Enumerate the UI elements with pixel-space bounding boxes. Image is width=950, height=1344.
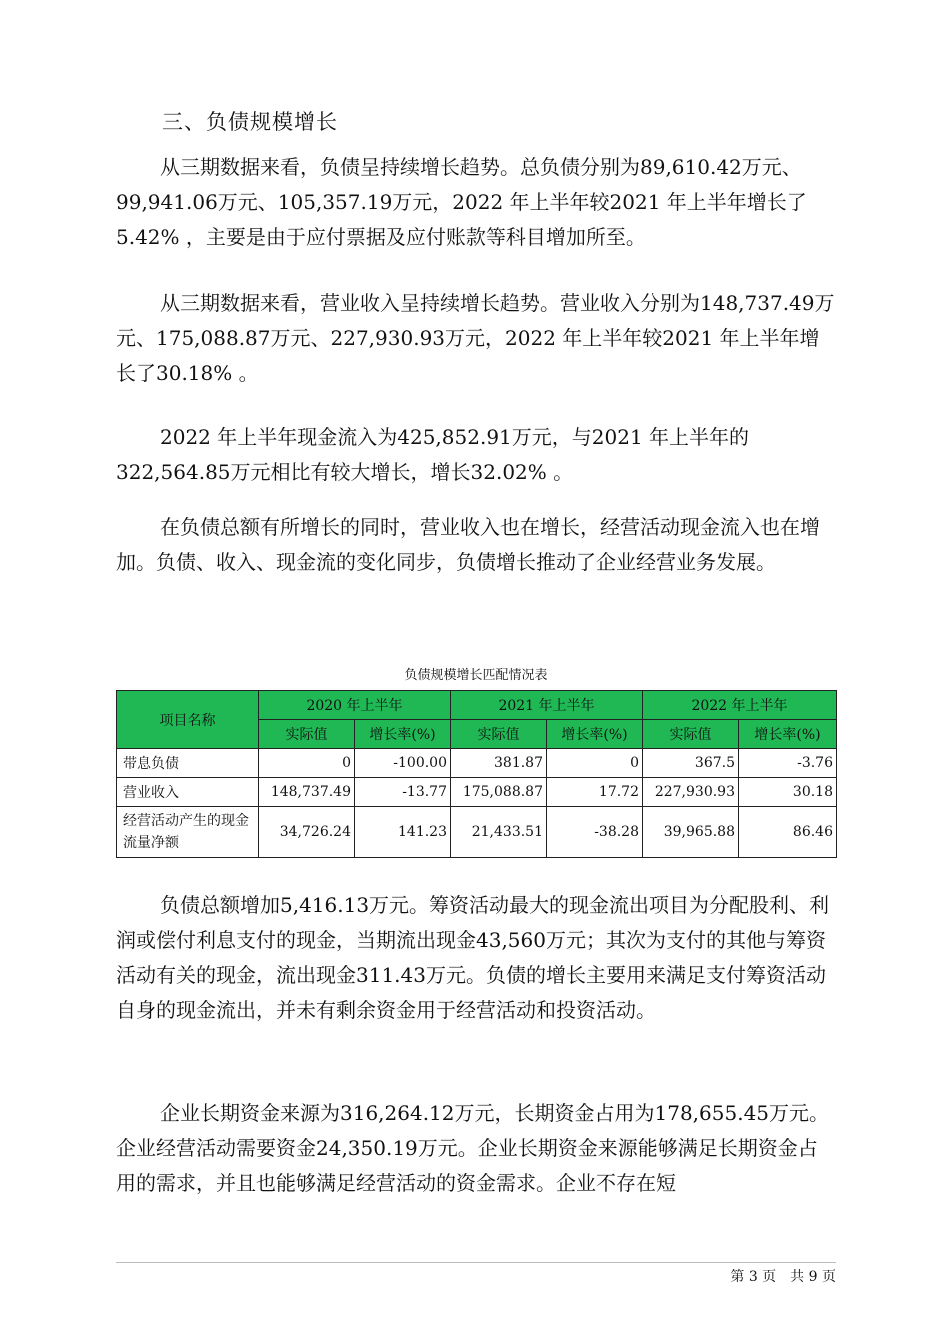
header-period-2021: 2021 年上半年 [451, 691, 643, 720]
table-header-row [117, 691, 837, 720]
subheader-growth: 增长率(%) [739, 720, 837, 749]
table-row [117, 807, 837, 858]
subheader-growth: 增长率(%) [355, 720, 451, 749]
subheader-actual: 实际值 [643, 720, 739, 749]
row-name: 经营活动产生的现金流量净额 [117, 807, 259, 858]
paragraph-sync-summary: 在负债总额有所增长的同时，营业收入也在增长，经营活动现金流入也在增加。负债、收入、现金流的变化同步，负债增长推动了企业经营业务发展。 [116, 515, 820, 574]
header-item-name: 项目名称 [117, 691, 259, 749]
cell-value: 30.18 [739, 778, 837, 807]
cell-value: 0 [259, 749, 355, 778]
cell-value: 21,433.51 [451, 807, 547, 858]
table-caption: 负债规模增长匹配情况表 [404, 668, 548, 683]
cell-value: 34,726.24 [259, 807, 355, 858]
cell-value: 148,737.49 [259, 778, 355, 807]
subheader-growth: 增长率(%) [547, 720, 643, 749]
paragraph-liability-trend: 从三期数据来看，负债呈持续增长趋势。总负债分别为89,610.42万元、99,941.06万元、105,357.19万元，2022 年上半年较2021 年上半年增长了5.42% ，主要是由于应付票据及应付账款等科目增加所至。 [116, 155, 807, 249]
subheader-actual: 实际值 [451, 720, 547, 749]
cell-value: 86.46 [739, 807, 837, 858]
row-name: 营业收入 [117, 778, 259, 807]
header-period-2022: 2022 年上半年 [643, 691, 837, 720]
paragraph-financing-outflow: 负债总额增加5,416.13万元。筹资活动最大的现金流出项目为分配股利、利润或偿付利息支付的现金，当期流出现金43,560万元；其次为支付的其他与筹资活动有关的现金，流出现金311.43万元。负债的增长主要用来满足支付筹资活动自身的现金流出，并未有剩余资金用于经营活动和投资活动。 [116, 893, 830, 1022]
row-name: 带息负债 [117, 749, 259, 778]
cell-value: 39,965.88 [643, 807, 739, 858]
paragraph-long-term-funds: 企业长期资金来源为316,264.12万元，长期资金占用为178,655.45万元。企业经营活动需要资金24,350.19万元。企业长期资金来源能够满足长期资金占用的需求，并且也能够满足经营活动的资金需求。企业不存在短 [116, 1101, 830, 1195]
table-row [117, 778, 837, 807]
cell-value: -3.76 [739, 749, 837, 778]
page-number: 第 3 页 共 9 页 [730, 1269, 836, 1285]
liability-match-table [116, 690, 837, 858]
footer-divider [116, 1262, 836, 1263]
cell-value: 367.5 [643, 749, 739, 778]
cell-value: 141.23 [355, 807, 451, 858]
cell-value: 227,930.93 [643, 778, 739, 807]
subheader-actual: 实际值 [259, 720, 355, 749]
section-heading: 三、负债规模增长 [162, 110, 338, 134]
cell-value: 175,088.87 [451, 778, 547, 807]
header-period-2020: 2020 年上半年 [259, 691, 451, 720]
table-row [117, 749, 837, 778]
cell-value: 381.87 [451, 749, 547, 778]
cell-value: -13.77 [355, 778, 451, 807]
paragraph-cash-inflow: 2022 年上半年现金流入为425,852.91万元，与2021 年上半年的322,564.85万元相比有较大增长，增长32.02% 。 [116, 425, 750, 484]
paragraph-revenue-trend: 从三期数据来看，营业收入呈持续增长趋势。营业收入分别为148,737.49万元、175,088.87万元、227,930.93万元，2022 年上半年较2021 年上半年增长了30.18% 。 [116, 291, 835, 385]
cell-value: 0 [547, 749, 643, 778]
cell-value: -100.00 [355, 749, 451, 778]
cell-value: -38.28 [547, 807, 643, 858]
cell-value: 17.72 [547, 778, 643, 807]
